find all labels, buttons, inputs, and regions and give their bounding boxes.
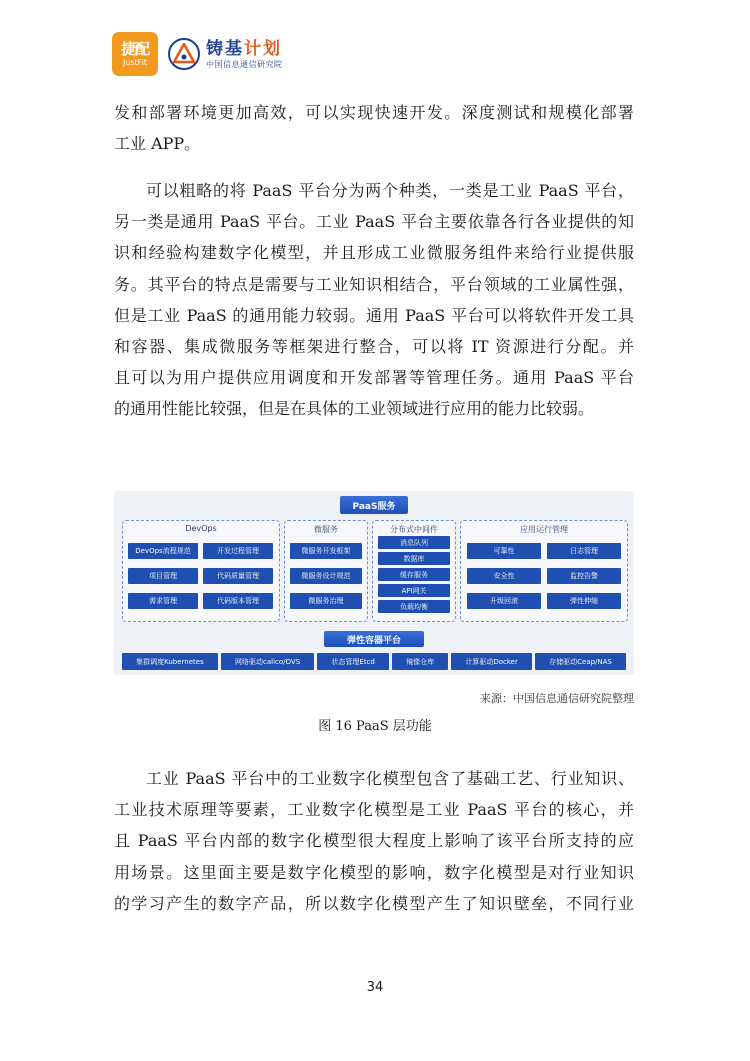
- app-runtime-item: 日志管理: [547, 543, 621, 559]
- container-item: 集群调度Kubernetes: [122, 653, 218, 670]
- microservice-panel: [284, 520, 368, 622]
- app-runtime-item: 升级回滚: [467, 593, 541, 609]
- para3-line: 用场景。这里面主要是数字化模型的影响，数字化模型是对行业知识: [114, 862, 634, 882]
- devops-item: 代码质量管理: [203, 568, 273, 584]
- middleware-item: 负载均衡: [378, 600, 450, 613]
- microservice-item: 微服务治理: [290, 593, 362, 609]
- microservice-item: 微服务设计规范: [290, 568, 362, 584]
- devops-item: 项目管理: [128, 568, 198, 584]
- zhuji-title-b: 计划: [244, 38, 282, 59]
- zhuji-title-a: 铸基: [206, 38, 244, 59]
- justfit-logo-en: JustFit: [122, 57, 148, 67]
- figure-source: 来源：中国信息通信研究院整理: [480, 692, 634, 705]
- middleware-panel: [372, 520, 456, 622]
- devops-item: DevOps流程规范: [128, 543, 198, 559]
- para2-line: 务。其平台的特点是需要与工业知识相结合，平台领域的工业属性强，: [114, 274, 634, 294]
- zhuji-logo-title: [206, 39, 283, 59]
- container-item: 状态管理Etcd: [317, 653, 389, 670]
- microservice-title: 微服务: [314, 525, 338, 534]
- para3-line: 工业技术原理等要素，工业数字化模型是工业 PaaS 平台的核心，并: [114, 800, 634, 820]
- devops-item: 需求管理: [128, 593, 198, 609]
- para3-line: 的学习产生的数字产品，所以数字化模型产生了知识壁垒，不同行业: [114, 893, 634, 913]
- para3-line: 且 PaaS 平台内部的数字化模型很大程度上影响了该平台所支持的应: [114, 831, 634, 851]
- justfit-logo: [112, 32, 158, 76]
- middleware-item: 数据库: [378, 552, 450, 565]
- container-item: 存储驱动Ceap/NAS: [535, 653, 626, 670]
- zhuji-triangle-icon: [168, 38, 200, 70]
- app-runtime-panel: [460, 520, 628, 622]
- app-runtime-item: 监控告警: [547, 568, 621, 584]
- para2-line: 可以粗略的将 PaaS 平台分为两个种类，一类是工业 PaaS 平台，: [146, 181, 634, 200]
- page-number: 34: [366, 980, 384, 995]
- devops-panel: [122, 520, 280, 622]
- para1-line: 工业 APP。: [114, 134, 201, 154]
- container-platform-banner: 弹性容器平台: [324, 631, 424, 647]
- middleware-item: 消息队列: [378, 536, 450, 549]
- middleware-title: 分布式中间件: [390, 525, 438, 534]
- paas-diagram: [114, 491, 634, 675]
- para2-line: 的通用性能比较强，但是在具体的工业领域进行应用的能力比较弱。: [114, 399, 595, 419]
- container-components-row: [122, 653, 626, 670]
- paas-service-banner: PaaS服务: [340, 496, 408, 514]
- zhuji-logo-subtitle: 中国信息通信研究院: [206, 59, 283, 69]
- para2-line: 且可以为用户提供应用调度和开发部署等管理任务。通用 PaaS 平台: [114, 368, 634, 388]
- para1-line: 发和部署环境更加高效，可以实现快速开发。深度测试和规模化部署: [114, 103, 634, 122]
- app-runtime-item: 可靠性: [467, 543, 541, 559]
- justfit-logo-cn: 捷配: [120, 39, 149, 58]
- para2-line: 但是工业 PaaS 的通用能力较弱。通用 PaaS 平台可以将软件开发工具: [114, 305, 634, 325]
- app-runtime-item: 弹性伸缩: [547, 593, 621, 609]
- para3-line: 工业 PaaS 平台中的工业数字化模型包含了基础工艺、行业知识、: [146, 769, 634, 788]
- paragraph-1: [114, 97, 634, 159]
- para2-line: 识和经验构建数字化模型，并且形成工业微服务组件来给行业提供服: [114, 243, 634, 263]
- zhuji-logo: [168, 38, 283, 70]
- app-runtime-title: 应用运行管理: [520, 525, 568, 534]
- para2-line: 另一类是通用 PaaS 平台。工业 PaaS 平台主要依靠各行各业提供的知: [114, 212, 634, 232]
- container-item: 网络驱动calico/OVS: [221, 653, 314, 670]
- paragraph-2: [114, 175, 634, 425]
- middleware-item: API网关: [378, 584, 450, 597]
- figure-caption: 图 16 PaaS 层功能: [318, 719, 432, 734]
- paragraph-3: [114, 763, 634, 919]
- para2-line: 和容器、集成微服务等框架进行整合，可以将 IT 资源进行分配。并: [114, 337, 634, 357]
- microservice-item: 微服务开发框架: [290, 543, 362, 559]
- devops-item: 开发过程管理: [203, 543, 273, 559]
- app-runtime-item: 安全性: [467, 568, 541, 584]
- container-item: 计算驱动Docker: [451, 653, 532, 670]
- page-header: [112, 30, 283, 78]
- middleware-item: 缓存服务: [378, 568, 450, 581]
- devops-title: DevOps: [185, 524, 217, 533]
- container-item: 镜像仓库: [392, 653, 448, 670]
- devops-item: 代码版本管理: [203, 593, 273, 609]
